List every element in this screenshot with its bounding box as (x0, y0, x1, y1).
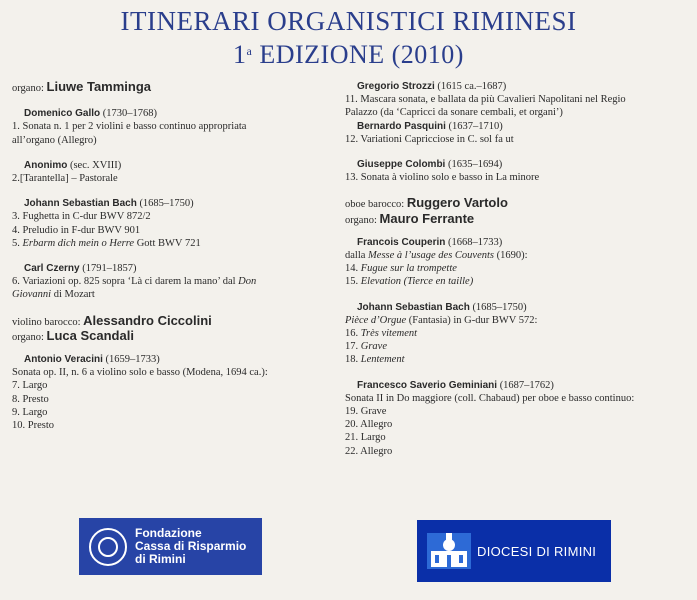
piece-line: 13. Sonata à violino solo e basso in La minore (345, 172, 540, 184)
program-left-column (12, 80, 334, 432)
piece-number: 5. (12, 237, 23, 249)
performer-name: Liuwe Tamminga (46, 79, 152, 94)
performer-name: Ruggero Vartolo (406, 195, 508, 211)
edition-text: EDIZIONE (2010) (252, 40, 464, 69)
composer-dates: (1791–1857) (79, 263, 137, 275)
piece-title: Fugue sur la trompette (360, 263, 457, 275)
piece-line: 4. Preludio in F-dur BWV 901 (12, 224, 141, 236)
piece-line: all’organo (Allegro) (12, 134, 97, 146)
composer-heading (12, 107, 334, 120)
composer-name: Francois Couperin (357, 236, 446, 248)
piece-line (345, 314, 690, 327)
piece-text: dalla (345, 250, 369, 262)
piece-number: 16. (345, 328, 361, 340)
edition-superscript: a (246, 44, 253, 58)
piece-line (345, 327, 690, 340)
piece-title: Messe à l’usage des Couvents (368, 250, 495, 262)
performer-name: Mauro Ferrante (379, 210, 475, 226)
piece-suffix: (1690): (494, 250, 528, 262)
piece-suffix: Gott BWV 721 (134, 237, 201, 249)
piece-title: Giovanni (12, 289, 52, 301)
performer-name: Alessandro Ciccolini (83, 312, 212, 328)
fondazione-line: di Rimini (135, 552, 186, 566)
composer-dates: (1637–1710) (445, 120, 503, 132)
piece-number: 14. (345, 263, 361, 275)
piece-line: 8. Presto (12, 393, 49, 405)
composer-heading (345, 236, 690, 249)
composer-heading (12, 159, 334, 172)
piece-line (345, 353, 690, 366)
piece-line: 21. Largo (345, 432, 386, 444)
composer-heading (345, 379, 690, 392)
piece-suffix: di Mozart (51, 289, 95, 301)
composer-name: Domenico Gallo (24, 108, 101, 120)
composer-name: Bernardo Pasquini (357, 120, 446, 132)
fondazione-logo (79, 518, 262, 575)
piece-line: Sonata II in Do maggiore (coll. Chabaud) per oboe e basso continuo: (345, 392, 635, 404)
composer-name: Johann Sebastian Bach (24, 198, 137, 210)
composer-heading (12, 353, 334, 366)
page-title: ITINERARI ORGANISTICI RIMINESI (120, 6, 577, 36)
composer-heading (345, 301, 690, 314)
performer-name: Luca Scandali (46, 327, 134, 343)
composer-dates: (1615 ca.–1687) (434, 81, 507, 92)
composer-dates: (1687–1762) (497, 379, 554, 391)
piece-title: Elevation (Tierce en taille) (360, 276, 474, 288)
performer-organ (345, 212, 690, 227)
composer-heading (345, 158, 690, 171)
edition-subtitle (0, 40, 697, 70)
piece-line: 10. Presto (12, 420, 54, 432)
composer-dates: (1730–1768) (100, 108, 157, 120)
composer-name: Gregorio Strozzi (357, 81, 435, 92)
piece-line (12, 237, 334, 250)
performer-organ (12, 80, 334, 95)
performer-oboe (345, 196, 690, 211)
piece-line: 7. Largo (12, 380, 48, 392)
piece-title: Lentement (360, 354, 405, 366)
piece-line: 19. Grave (345, 406, 387, 418)
composer-dates: (1659–1733) (102, 354, 160, 366)
piece-line (12, 275, 334, 288)
piece-title: Très vitement (360, 328, 418, 340)
piece-suffix: (Fantasia) in G-dur BWV 572: (406, 314, 538, 326)
composer-name: Giuseppe Colombi (357, 159, 446, 171)
piece-line: 2.[Tarantella] – Pastorale (12, 173, 118, 185)
piece-line (345, 262, 690, 275)
composer-name: Francesco Saverio Geminiani (357, 379, 498, 391)
piece-line (345, 275, 690, 288)
piece-title: Pièce d’Orgue (345, 314, 407, 326)
performer-role: oboe barocco: (345, 199, 407, 211)
composer-name: Johann Sebastian Bach (357, 301, 470, 313)
fondazione-line: Fondazione (135, 526, 202, 540)
composer-heading (345, 120, 690, 133)
cathedral-icon (425, 527, 473, 575)
performer-organ (12, 329, 334, 344)
composer-dates: (1635–1694) (445, 159, 503, 171)
performer-role: organo: (12, 331, 47, 343)
composer-dates: (sec. XVIII) (67, 159, 122, 171)
piece-line: 22. Allegro (345, 445, 393, 457)
diocesi-text: DIOCESI DI RIMINI (477, 543, 597, 559)
fondazione-line: Cassa di Risparmio (135, 539, 247, 553)
piece-text: 6. Variazioni op. 825 sopra ‘Là ci darem la mano’ dal (12, 276, 239, 288)
piece-line (345, 249, 690, 262)
composer-dates: (1668–1733) (445, 236, 503, 248)
piece-line: 1. Sonata n. 1 per 2 violini e basso continuo appropriata (12, 121, 247, 133)
fondazione-emblem-icon (89, 528, 127, 566)
performer-violin (12, 314, 334, 329)
performer-role: organo: (12, 83, 47, 94)
piece-line (345, 340, 690, 353)
composer-dates: (1685–1750) (136, 198, 194, 210)
piece-line: 11. Mascara sonata, e ballata da più Cavalieri Napolitani nel Regio (345, 94, 626, 106)
composer-name: Anonimo (24, 159, 68, 171)
piece-number: 15. (345, 276, 361, 288)
composer-name: Antonio Veracini (24, 354, 103, 366)
composer-heading (345, 80, 690, 93)
piece-number: 17. (345, 341, 361, 353)
performer-role: violino barocco: (12, 316, 84, 328)
piece-line: Palazzo (da ‘Capricci da sonare cembali, et organi’) (345, 107, 563, 119)
composer-name: Carl Czerny (24, 263, 80, 275)
piece-line: 9. Largo (12, 406, 48, 418)
piece-title: Don (238, 276, 257, 288)
piece-title: Erbarm dich mein o Herre (22, 237, 135, 249)
piece-title: Grave (360, 341, 387, 353)
edition-number: 1 (233, 40, 247, 69)
diocesi-logo (417, 520, 611, 582)
piece-line (12, 288, 334, 301)
performer-role: organo: (345, 214, 380, 226)
piece-line: 20. Allegro (345, 419, 393, 431)
piece-line: 12. Variationi Capricciose in C. sol fa ut (345, 133, 514, 145)
program-right-column (345, 80, 690, 458)
piece-line: Sonata op. II, n. 6 a violino solo e basso (Modena, 1694 ca.): (12, 367, 268, 379)
piece-number: 18. (345, 354, 361, 366)
composer-dates: (1685–1750) (469, 301, 527, 313)
composer-heading (12, 197, 334, 210)
piece-line: 3. Fughetta in C-dur BWV 872/2 (12, 211, 151, 223)
composer-heading (12, 262, 334, 275)
